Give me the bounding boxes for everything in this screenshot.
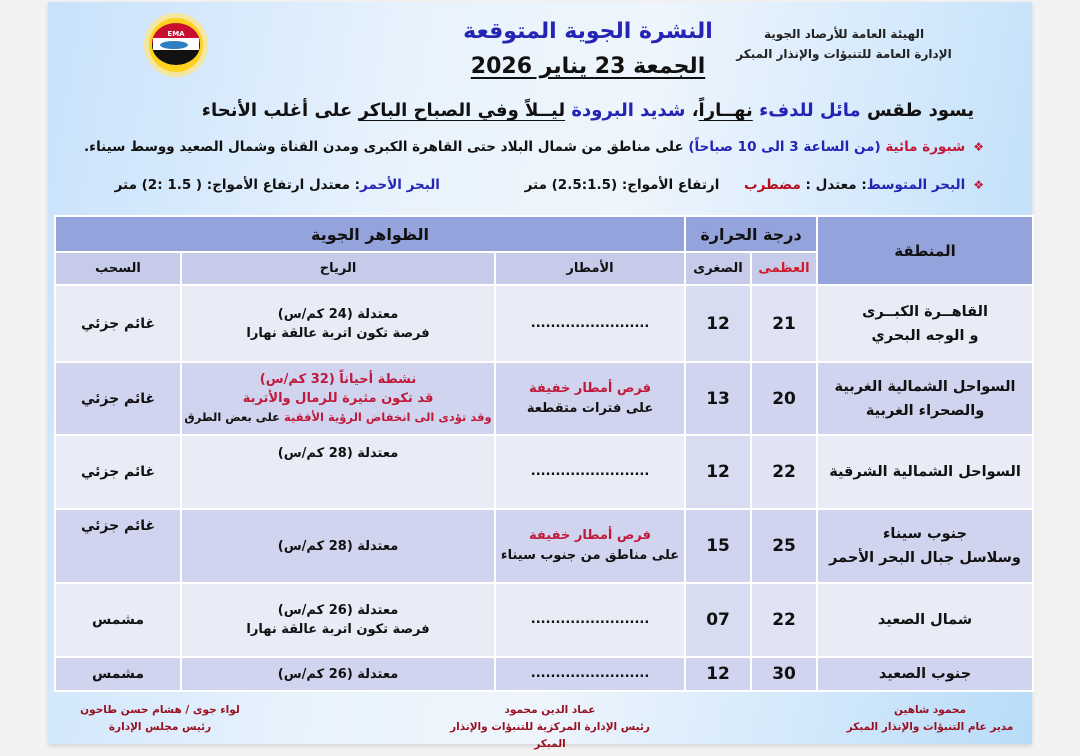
wind-line: معتدلة (28 كم/س)	[277, 446, 399, 461]
red-sea-label: البحر الأحمر	[360, 177, 440, 193]
red-sea-text: : معتدل ارتفاع الأمواج: ( 1.5 :2) متر	[114, 177, 361, 193]
rain-text: ........................	[530, 666, 650, 681]
logo-text: EMA	[167, 30, 185, 38]
table-row	[55, 435, 1033, 509]
diamond-bullet-icon: ❖	[973, 140, 984, 154]
bulletin-title: النشرة الجوية المتوقعة	[463, 19, 713, 44]
med-waves: ارتفاع الأمواج: (2.5:1.5) متر	[524, 177, 720, 193]
headline-part: شديد البرودة	[571, 100, 686, 121]
med-state: : معتدل :	[800, 177, 867, 193]
region-line: و الوجه البحري	[871, 327, 979, 344]
rain-cell	[495, 509, 685, 583]
table-row	[55, 583, 1033, 657]
rain-text: فرص أمطار خفيفة	[529, 380, 651, 396]
headline-part: ليــلاً وفي الصباح الباكر	[358, 100, 566, 121]
red-sea-state	[115, 174, 440, 196]
signature-title: رئيس الإدارة المركزية للتنبؤات والإنذار المبكر	[450, 721, 650, 750]
region-cell	[817, 583, 1033, 657]
signature-general-director	[830, 702, 1030, 736]
wind-line: قد تكون مثيرة للرمال والأتربة	[242, 391, 434, 406]
signature-name: محمود شاهين	[893, 704, 967, 716]
wind-cell	[181, 285, 495, 362]
region-line: شمال الصعيد	[877, 612, 973, 628]
signature-title: مدير عام التنبؤات والإنذار المبكر	[846, 721, 1014, 733]
header-phenomena: الظواهر الجوية	[55, 216, 685, 252]
headline-part: يسود طقس	[860, 100, 975, 121]
rain-cell	[495, 583, 685, 657]
table-row	[55, 362, 1033, 435]
sea-state	[24, 174, 984, 196]
wind-line: معتدلة (26 كم/س)	[277, 603, 399, 618]
header-min: الصغرى	[685, 252, 751, 285]
wind-line	[182, 408, 494, 427]
organization-name	[714, 24, 974, 64]
region-cell	[817, 509, 1033, 583]
date-text: الجمعة 23 يناير 2026	[470, 54, 706, 79]
med-label: البحر المتوسط	[866, 177, 966, 193]
wind-cell	[181, 583, 495, 657]
region-line: السواحل الشمالية الشرقية	[829, 464, 1021, 480]
ema-logo-icon	[134, 12, 218, 78]
rain-text: ........................	[530, 315, 650, 331]
org-line-2: الإدارة العامة للتنبؤات والإنذار المبكر	[736, 47, 952, 61]
header-max: العظمى	[751, 252, 817, 285]
clouds-cell: غائم جزئي	[55, 362, 181, 435]
min-temp: 12	[685, 435, 751, 509]
region-line: جنوب سيناء	[883, 526, 968, 542]
table-row	[55, 657, 1033, 691]
wind-line: فرصة تكون اتربة عالقة نهارا	[246, 325, 430, 341]
wind-line: معتدلة (26 كم/س)	[277, 666, 399, 682]
wind-cell	[181, 509, 495, 583]
region-line: جنوب الصعيد	[878, 666, 972, 682]
clouds-cell: مشمس	[55, 583, 181, 657]
clouds-cell: غائم جزئي	[55, 285, 181, 362]
wind-line: نشطة أحياناً (32 كم/س)	[259, 372, 417, 387]
max-temp: 22	[751, 583, 817, 657]
rain-text: ........................	[530, 612, 650, 627]
signature-title: رئيس مجلس الإدارة	[108, 721, 212, 733]
region-cell	[817, 435, 1033, 509]
wind-cell	[181, 435, 495, 509]
max-temp: 22	[751, 435, 817, 509]
region-line: السواحل الشمالية الغربية	[834, 378, 1016, 395]
region-cell	[817, 657, 1033, 691]
rain-cell	[495, 362, 685, 435]
header-temperature: درجة الحرارة	[685, 216, 817, 252]
wind-visibility-roads: على بعض الطرق	[184, 410, 284, 424]
wind-cell	[181, 362, 495, 435]
org-line-1: الهيئة العامة للأرصاد الجوية	[763, 27, 925, 41]
clouds-cell: غائم جزئي	[55, 435, 181, 509]
fog-time: (من الساعة 3 الى 10 صباحاً)	[688, 139, 886, 155]
header-rain: الأمطار	[495, 252, 685, 285]
wind-visibility-warning: وقد تؤدى الى انخفاض الرؤية الأفقية	[284, 410, 492, 424]
rain-cell	[495, 435, 685, 509]
signature-name: لواء جوى / هشام حسن طاحون	[80, 704, 240, 716]
rain-cell	[495, 657, 685, 691]
min-temp: 07	[685, 583, 751, 657]
rain-text: على مناطق من جنوب سيناء	[500, 548, 680, 563]
headline-part: ،	[685, 100, 699, 121]
header-wind: الرياح	[181, 252, 495, 285]
clouds-cell: غائم جزئي	[55, 509, 181, 583]
headline-part: نهــاراً	[698, 100, 753, 121]
table-row	[55, 285, 1033, 362]
rain-cell	[495, 285, 685, 362]
rain-text: على فترات متقطعة	[526, 400, 654, 416]
signature-central-director	[440, 702, 660, 753]
diamond-bullet-icon: ❖	[973, 178, 984, 192]
rain-text: فرص أمطار خفيفة	[529, 528, 651, 543]
wind-cell	[181, 657, 495, 691]
clouds-cell: مشمس	[55, 657, 181, 691]
headline-part: على أغلب الأنحاء	[201, 100, 359, 121]
max-temp: 25	[751, 509, 817, 583]
header-clouds: السحب	[55, 252, 181, 285]
min-temp: 13	[685, 362, 751, 435]
signature-chairman	[80, 702, 240, 736]
table-row	[55, 509, 1033, 583]
forecast-table	[54, 215, 1034, 692]
header-region: المنطقة	[817, 216, 1033, 285]
bulletin-date	[428, 52, 748, 82]
wind-line: معتدلة (24 كم/س)	[277, 306, 399, 322]
max-temp: 20	[751, 362, 817, 435]
mediterranean-state	[744, 174, 984, 196]
min-temp: 12	[685, 657, 751, 691]
fog-warning	[84, 136, 984, 158]
max-temp: 21	[751, 285, 817, 362]
med-state-rough: مضطرب	[744, 177, 801, 193]
fog-text: على مناطق من شمال البلاد حتى القاهرة الكبرى ومدن القناة وشمال الصعيد ووسط سيناء.	[84, 139, 689, 155]
region-line: وسلاسل جبال البحر الأحمر	[829, 550, 1021, 566]
min-temp: 15	[685, 509, 751, 583]
region-line: والصحراء الغربية	[865, 402, 985, 419]
signature-name: عماد الدين محمود	[504, 704, 596, 716]
headline-part: مائل للدفء	[759, 100, 861, 121]
rain-text: ........................	[530, 464, 650, 479]
wind-line: فرصة تكون اتربة عالقة نهارا	[246, 622, 430, 637]
weather-headline	[198, 96, 978, 126]
region-cell	[817, 362, 1033, 435]
max-temp: 30	[751, 657, 817, 691]
min-temp: 12	[685, 285, 751, 362]
wind-line: معتدلة (28 كم/س)	[277, 538, 399, 554]
region-cell	[817, 285, 1033, 362]
fog-label: شبورة مائية	[885, 139, 966, 155]
region-line: القاهــرة الكبــرى	[862, 303, 988, 320]
